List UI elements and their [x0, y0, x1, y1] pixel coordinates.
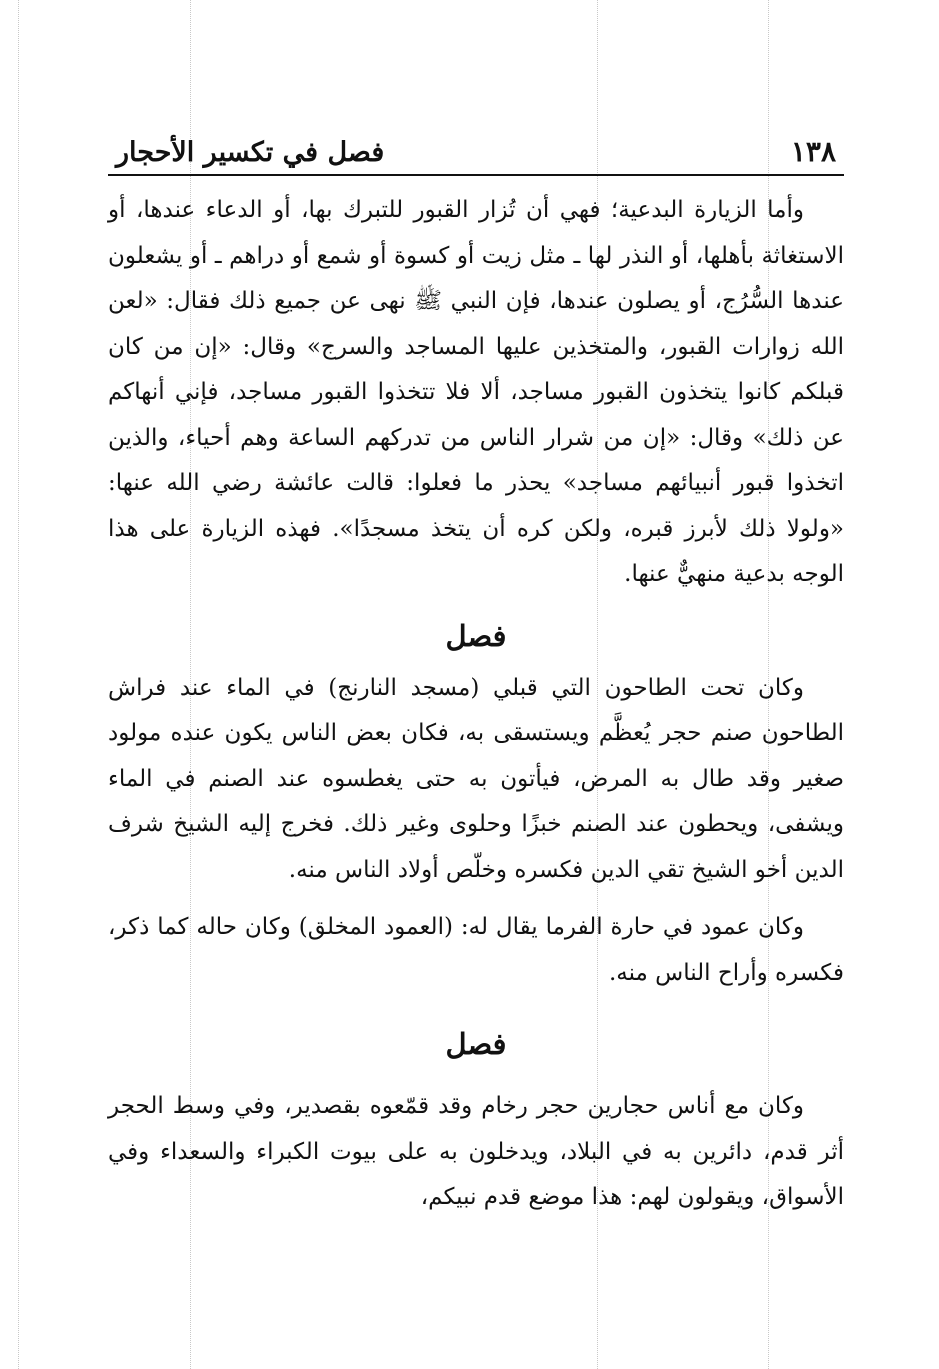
- running-title: فصل في تكسير الأحجار: [116, 137, 385, 168]
- paragraph-mill-idol: وكان تحت الطاحون التي قبلي (مسجد النارنج) في الماء عند فراش الطاحون صنم حجر يُعظَّم ويستسقى به، فكان بعض الناس يكون عنده مولود صغير وقد طال به المرض، فيأتون به حتى يغطسوه عند الصنم في الماء ويشفى، ويحطون عند الصنم خبزًا وحلوى وغير ذلك. فخرج إليه الشيخ شرف الدين أخو الشيخ تقي الدين فكسره وخلّص أولاد الناس منه.: [108, 674, 844, 883]
- section-heading: فصل: [445, 618, 507, 653]
- page-header: [108, 128, 844, 176]
- scan-artifact-line: [18, 0, 19, 1369]
- book-page: [108, 128, 844, 1221]
- page-number: ١٣٨: [790, 135, 836, 168]
- paragraph-marble-stone: وكان مع أناس حجارين حجر رخام وقد قمّعوه بقصدير، وفي وسط الحجر أثر قدم، دائرين به في البلاد، ويدخلون به على بيوت الكبراء والسعداء وفي الأسواق، ويقولون لهم: هذا موضع قدم نبيكم،: [108, 1093, 844, 1210]
- section-heading: فصل: [445, 1027, 507, 1061]
- paragraph-bidi-visitation: وأما الزيارة البدعية؛ فهي أن تُزار القبور للتبرك بها، أو الدعاء عندها، أو الاستغاثة بأهلها، أو النذر لها ـ مثل زيت أو كسوة أو شمع أو دراهم ـ أو يشعلون عندها السُّرُج، أو يصلون عندها، فإن النبي ﷺ نهى عن جميع ذلك فقال: «لعن الله زوارات القبور، والمتخذين عليها المساجد والسرج» وقال: «إن من كان قبلكم كانوا يتخذون القبور مساجد، ألا فلا تتخذوا القبور مساجد، فإني أنهاكم عن ذلك» وقال: «إن من شرار الناس من تدركهم الساعة وهم أحياء، والذين اتخذوا قبور أنبيائهم مساجد» يحذر ما فعلوا: قالت عائشة رضي الله عنها: «ولولا ذلك لأبرز قبره، ولكن كره أن يتخذ مسجدًا». فهذه الزيارة على هذا الوجه بدعية منهيٌّ عنها.: [108, 197, 844, 587]
- paragraph-column: وكان عمود في حارة الفرما يقال له: (العمود المخلق) وكان حاله كما ذكر، فكسره وأراح الناس منه.: [108, 914, 844, 986]
